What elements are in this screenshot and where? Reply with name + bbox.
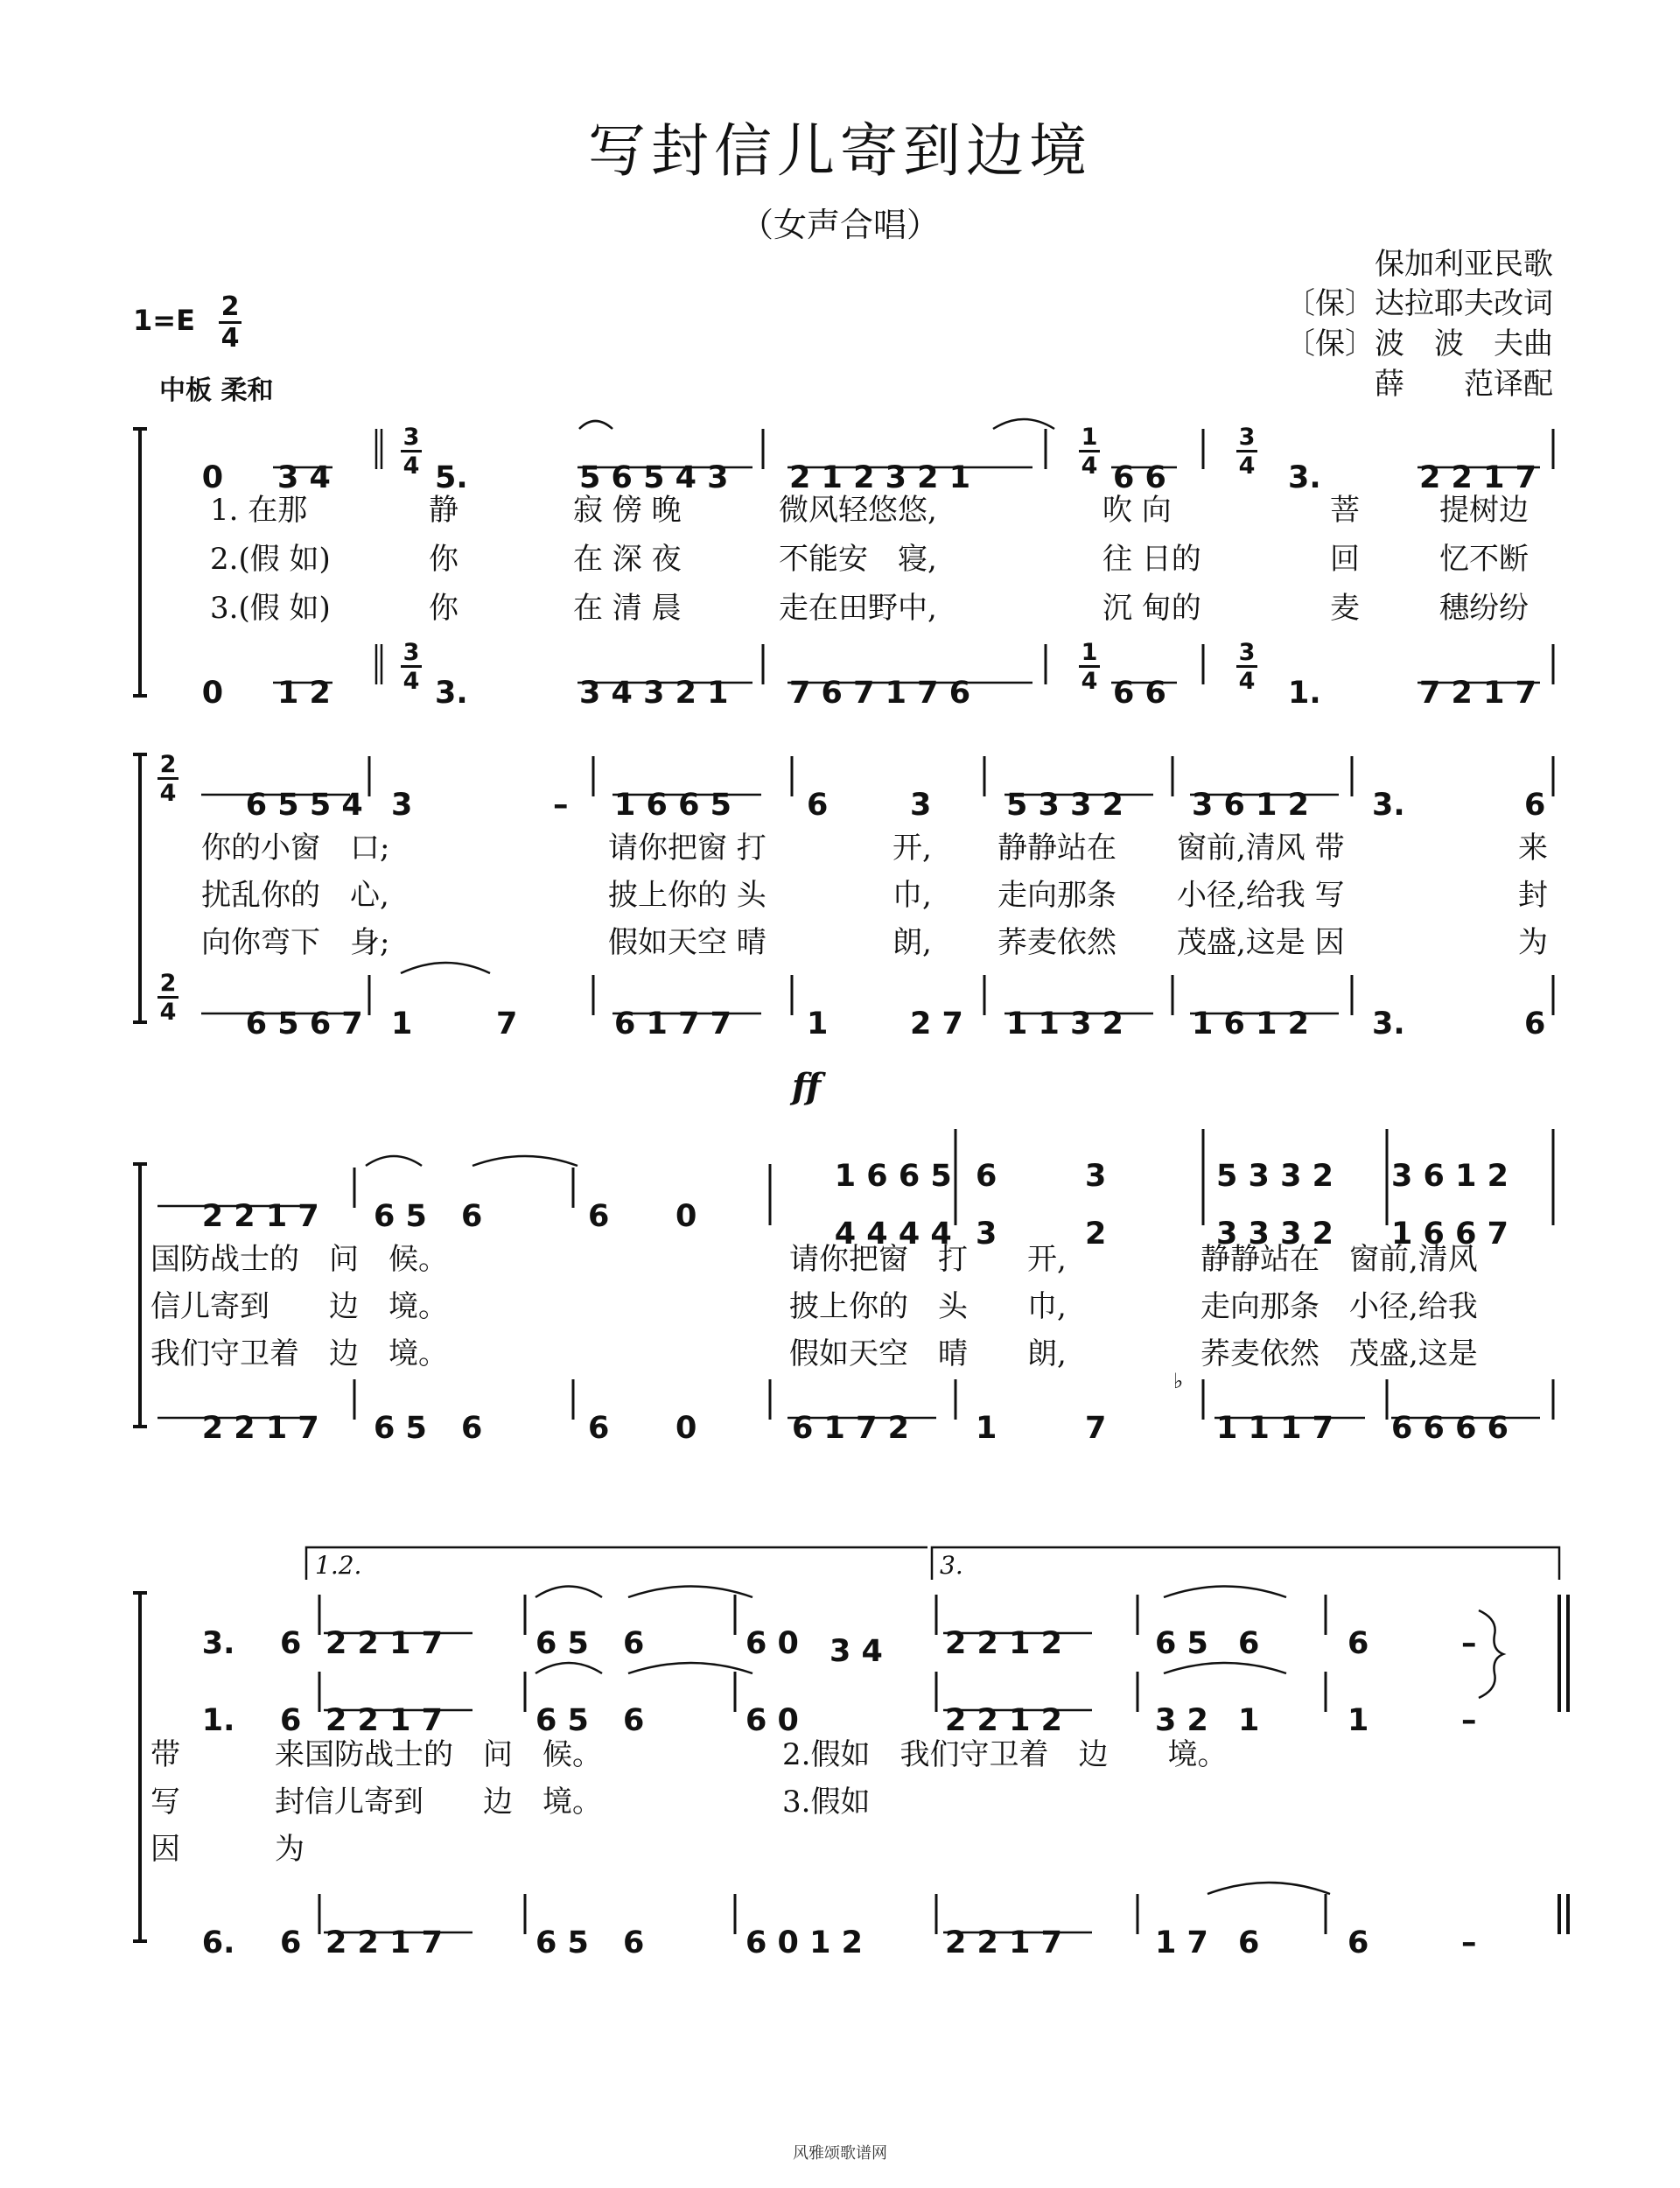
time-signature-3-4: $\frac{3}{4}$ xyxy=(1236,641,1257,693)
credit-lyricist: 〔保〕达拉耶夫改词 xyxy=(1285,286,1553,321)
lower-notes: 2 2 1 7 6 5 6 6 0 6 1 7 2 1 7 1 1 1 7 6 6 6 6 xyxy=(201,1411,1508,1446)
upper-notes: 3. 6 2 2 1 7 6 5 6 6 0 2 2 1 2 6 5 6 6 – xyxy=(201,1626,1477,1661)
upper-notes: 2 2 1 7 6 5 6 6 0 xyxy=(201,1199,697,1234)
pickup-notes: 3 4 xyxy=(830,1634,883,1669)
time-signature-1-4: $\frac{1}{4}$ xyxy=(1079,425,1100,478)
lyric-verse-2: 信儿寄到 边 境。 披上你的 头 巾, 走向那条 小径,给我 xyxy=(150,1289,1478,1324)
lyric-verse-1: 带 来国防战士的 问 候。 2.假如 我们守卫着 边 境。 xyxy=(150,1737,1228,1772)
time-signature-opening: $\frac{2}{4}$ xyxy=(219,294,242,352)
time-signature-1-4: $\frac{1}{4}$ xyxy=(1079,641,1100,693)
time-signature-3-4: $\frac{3}{4}$ xyxy=(401,425,422,478)
lyric-verse-3: 3.(假 如) 你 在 清 晨 走在田野中, 沉 甸的 麦 穗纷纷 xyxy=(210,591,1529,626)
volta-1-2-label: 1.2. xyxy=(315,1551,362,1580)
lyric-verse-1: 1. 在那 静 寂 傍 晚 微风轻悠悠, 吹 向 菩 提树边 xyxy=(210,493,1529,528)
upper-alt2-notes: 4 4 4 4 3 2 3 3 3 2 1 6 6 7 xyxy=(834,1217,1508,1252)
lyric-verse-2: 2.(假 如) 你 在 深 夜 不能安 寝, 往 日的 回 忆不断 xyxy=(210,542,1529,577)
key-signature: 1=E xyxy=(133,304,195,337)
tempo-marking: 中板 柔和 xyxy=(159,375,274,406)
lyric-verse-1: 你的小窗 口; 请你把窗 打 开, 静静站在 窗前,清风 带 来 xyxy=(201,831,1548,866)
time-signature-2-4: $\frac{2}{4}$ xyxy=(158,753,178,805)
time-signature-3-4: $\frac{3}{4}$ xyxy=(401,641,422,693)
upper-alt-notes: 1 6 6 5 6 3 5 3 3 2 3 6 1 2 xyxy=(834,1159,1508,1194)
volta-3-label: 3. xyxy=(940,1551,963,1580)
lower-notes: 6. 6 2 2 1 7 6 5 6 6 0 1 2 2 2 1 7 1 7 6 6 – xyxy=(201,1925,1477,1960)
lower-notes: 6 5 6 7 1 7 6 1 7 7 1 2 7 1 1 3 2 1 6 1 2 3. 6 xyxy=(245,1006,1546,1041)
lyric-verse-3: 我们守卫着 边 境。 假如天空 晴 朗, 荞麦依然 茂盛,这是 xyxy=(150,1336,1478,1371)
time-signature-3-4: $\frac{3}{4}$ xyxy=(1236,425,1257,478)
song-title: 写封信儿寄到边境 xyxy=(588,117,1092,185)
credit-translator: 薛 范译配 xyxy=(1375,367,1553,402)
subtitle: （女声合唱） xyxy=(739,206,940,244)
upper-notes: 0 3 4 5. 5 6 5 4 3 2 1 2 3 2 1 6 6 3. 2 2 1 7 xyxy=(201,460,1536,495)
credit-composer: 〔保〕波 波 夫曲 xyxy=(1285,326,1553,361)
lyric-verse-3: 因 为 xyxy=(150,1832,304,1867)
dynamic-fortissimo: ff xyxy=(792,1066,822,1107)
lyric-verse-2: 扰乱你的 心, 披上你的 头 巾, 走向那条 小径,给我 写 封 xyxy=(201,878,1548,913)
credit-origin: 保加利亚民歌 xyxy=(1375,247,1553,282)
lyric-verse-1: 国防战士的 问 候。 请你把窗 打 开, 静静站在 窗前,清风 xyxy=(150,1242,1478,1277)
flat-sign: ♭ xyxy=(1173,1369,1184,1393)
lyric-verse-3: 向你弯下 身; 假如天空 晴 朗, 荞麦依然 茂盛,这是 因 为 xyxy=(201,925,1548,960)
footer-watermark: 风雅颂歌谱网 xyxy=(793,2144,887,2163)
middle-notes: 1. 6 2 2 1 7 6 5 6 6 0 2 2 1 2 3 2 1 1 – xyxy=(201,1703,1477,1738)
time-signature-2-4: $\frac{2}{4}$ xyxy=(158,971,178,1024)
lyric-verse-2: 写 封信儿寄到 边 境。 3.假如 xyxy=(150,1785,871,1820)
lower-notes: 0 1 2 3. 3 4 3 2 1 7 6 7 1 7 6 6 6 1. 7 2 1 7 xyxy=(201,676,1536,711)
upper-notes: 6 5 5 4 3 – 1 6 6 5 6 3 5 3 3 2 3 6 1 2 3. 6 xyxy=(245,788,1546,823)
